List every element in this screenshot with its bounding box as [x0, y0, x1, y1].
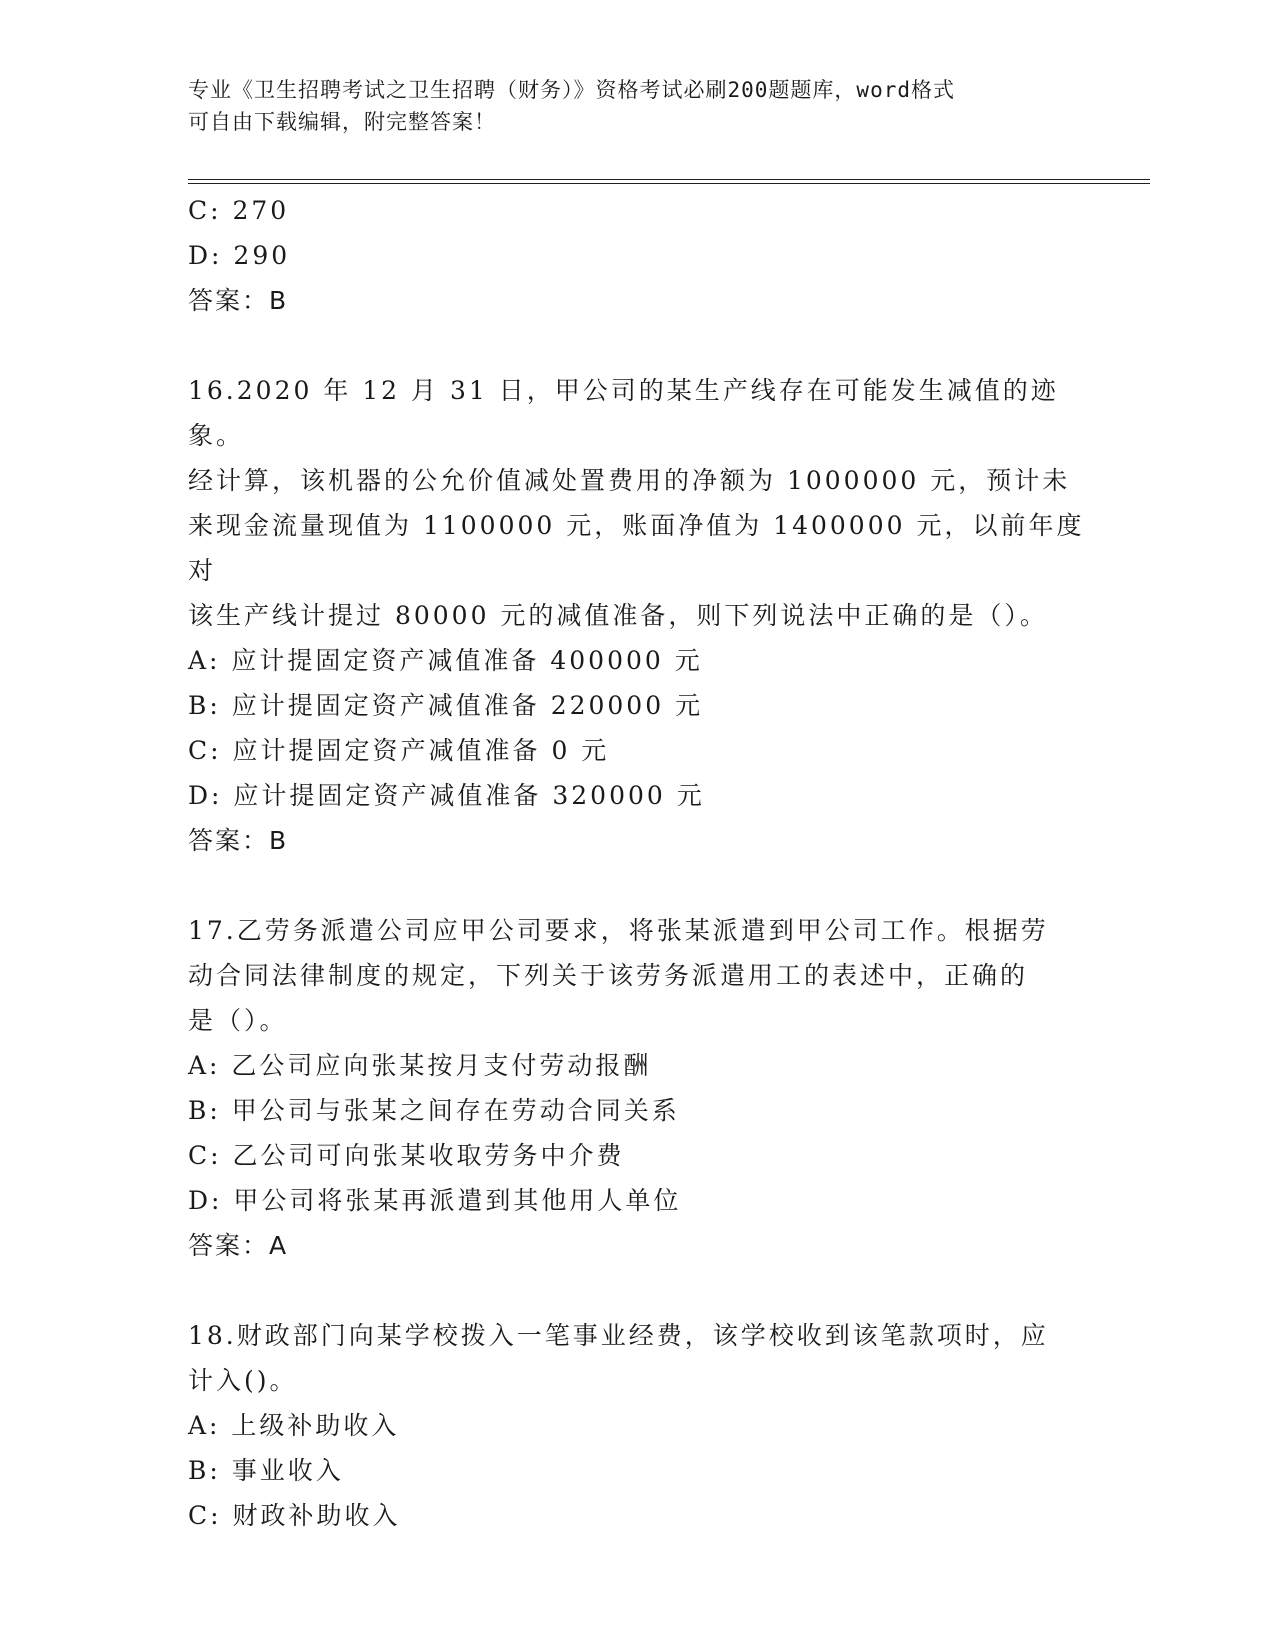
- spacer: [188, 323, 1088, 368]
- spacer: [188, 1268, 1088, 1313]
- question-stem-line: 计入()。: [188, 1366, 298, 1395]
- option-d: D: 应计提固定资产减值准备 320000 元: [188, 781, 705, 810]
- answer-line: 答案：A: [188, 1231, 289, 1260]
- option-c: C: 财政补助收入: [188, 1501, 401, 1530]
- question-stem-line: 该生产线计提过 80000 元的减值准备，则下列说法中正确的是（）。: [188, 601, 1048, 630]
- previous-question-tail: [188, 188, 1088, 323]
- option-c: C: 应计提固定资产减值准备 0 元: [188, 736, 610, 765]
- answer-line: 答案：B: [188, 826, 289, 855]
- question-stem-line: 16.2020 年 12 月 31 日，甲公司的某生产线存在可能发生减值的迹象。: [188, 376, 1059, 450]
- option-d: D: 290: [188, 241, 291, 270]
- question-stem-line: 来现金流量现值为 1100000 元，账面净值为 1400000 元，以前年度对: [188, 511, 1085, 585]
- option-c: C: 270: [188, 196, 290, 225]
- option-b: B: 甲公司与张某之间存在劳动合同关系: [188, 1096, 680, 1125]
- spacer: [188, 863, 1088, 908]
- document-body: [188, 188, 1088, 1538]
- question-16: [188, 368, 1088, 863]
- question-18: [188, 1313, 1088, 1538]
- document-header: [188, 74, 1088, 138]
- header-divider: [188, 179, 1150, 184]
- option-a: A: 乙公司应向张某按月支付劳动报酬: [188, 1051, 652, 1080]
- question-stem-line: 动合同法律制度的规定，下列关于该劳务派遣用工的表述中，正确的: [188, 961, 1029, 990]
- question-stem-line: 是（）。: [188, 1006, 288, 1035]
- question-17: [188, 908, 1088, 1268]
- question-stem-line: 17.乙劳务派遣公司应甲公司要求，将张某派遣到甲公司工作。根据劳: [188, 916, 1049, 945]
- header-line-1: 专业《卫生招聘考试之卫生招聘（财务）》资格考试必刷200题题库，word格式: [188, 78, 955, 102]
- option-b: B: 事业收入: [188, 1456, 344, 1485]
- question-stem-line: 18.财政部门向某学校拨入一笔事业经费，该学校收到该笔款项时，应: [188, 1321, 1049, 1350]
- option-a: A: 上级补助收入: [188, 1411, 400, 1440]
- option-a: A: 应计提固定资产减值准备 400000 元: [188, 646, 703, 675]
- option-d: D: 甲公司将张某再派遣到其他用人单位: [188, 1186, 682, 1215]
- option-b: B: 应计提固定资产减值准备 220000 元: [188, 691, 704, 720]
- header-line-2: 可自由下载编辑，附完整答案！: [188, 110, 496, 134]
- answer-line: 答案：B: [188, 286, 289, 315]
- option-c: C: 乙公司可向张某收取劳务中介费: [188, 1141, 625, 1170]
- question-stem-line: 经计算，该机器的公允价值减处置费用的净额为 1000000 元，预计未: [188, 466, 1071, 495]
